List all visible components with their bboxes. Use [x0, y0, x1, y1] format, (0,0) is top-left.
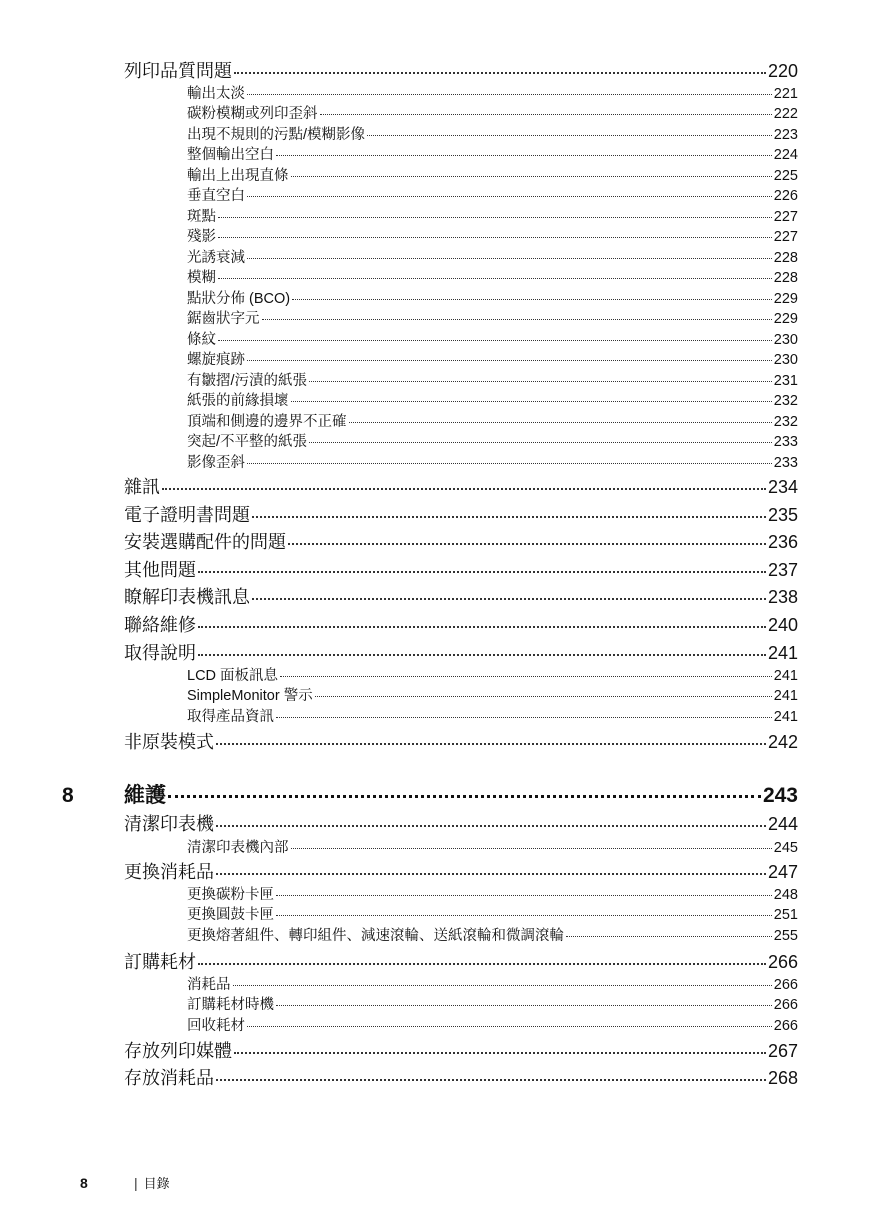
- toc-subsection-entry[interactable]: [187, 290, 798, 308]
- toc-entry-page-number: 251: [773, 907, 798, 923]
- dot-leader: [247, 463, 772, 464]
- toc-section-entry[interactable]: [124, 861, 798, 883]
- dot-leader: [262, 319, 772, 320]
- toc-entry-title: 模糊: [187, 270, 216, 286]
- toc-subsection-entry[interactable]: [187, 667, 798, 685]
- dot-leader: [276, 155, 772, 156]
- dot-leader: [247, 94, 772, 95]
- dot-leader: [252, 516, 766, 518]
- dot-leader: [218, 278, 772, 279]
- toc-section-entry[interactable]: [124, 642, 798, 664]
- toc-entry-page-number: 266: [773, 1018, 798, 1034]
- dot-leader: [247, 360, 772, 361]
- dot-leader: [218, 340, 772, 341]
- toc-entry-page-number: 244: [767, 814, 798, 834]
- toc-entry-title: 整個輸出空白: [187, 147, 274, 163]
- toc-entry-page-number: 230: [773, 332, 798, 348]
- toc-entry-page-number: 226: [773, 188, 798, 204]
- dot-leader: [252, 598, 766, 600]
- toc-entry-page-number: 223: [773, 127, 798, 143]
- toc-section-entry[interactable]: [124, 614, 798, 636]
- toc-subsection-entry[interactable]: [187, 187, 798, 205]
- toc-subsection-entry[interactable]: [187, 331, 798, 349]
- toc-entry-page-number: 229: [773, 291, 798, 307]
- toc-subsection-entry[interactable]: [187, 167, 798, 185]
- toc-entry-title: 瞭解印表機訊息: [124, 587, 250, 607]
- toc-entry-title: 條紋: [187, 332, 216, 348]
- dot-leader: [292, 299, 772, 300]
- dot-leader: [315, 696, 772, 697]
- dot-leader: [309, 381, 772, 382]
- toc-entry-title: 紙張的前緣損壞: [187, 393, 289, 409]
- toc-entry-title: 安裝選購配件的問題: [124, 532, 286, 552]
- toc-entry-title: 碳粉模糊或列印歪斜: [187, 106, 318, 122]
- dot-leader: [198, 626, 766, 628]
- toc-chapter-entry[interactable]: [124, 783, 798, 809]
- toc-entry-title: 更換熔著組件、轉印組件、減速滾輪、送紙滾輪和微調滾輪: [187, 928, 564, 944]
- dot-leader: [234, 72, 766, 74]
- toc-entry-page-number: 233: [773, 455, 798, 471]
- toc-entry-page-number: 228: [773, 270, 798, 286]
- toc-entry-title: 訂購耗材: [124, 952, 196, 972]
- toc-entry-title: 點狀分佈 (BCO): [187, 291, 291, 307]
- dot-leader: [162, 488, 766, 490]
- toc-section-entry[interactable]: [124, 531, 798, 553]
- dot-leader: [320, 114, 772, 115]
- toc-entry-page-number: 222: [773, 106, 798, 122]
- toc-subsection-entry[interactable]: [187, 454, 798, 472]
- toc-subsection-entry[interactable]: [187, 392, 798, 410]
- toc-section-entry[interactable]: [124, 813, 798, 835]
- toc-entry-title: 電子證明書問題: [124, 505, 250, 525]
- toc-subsection-entry[interactable]: [187, 1017, 798, 1035]
- toc-entry-title: 更換消耗品: [124, 862, 214, 882]
- toc-section-entry[interactable]: [124, 586, 798, 608]
- toc-entry-title: 雜訊: [124, 477, 160, 497]
- toc-entry-page-number: 233: [773, 434, 798, 450]
- footer-separator: |: [134, 1174, 138, 1191]
- dot-leader: [276, 895, 772, 896]
- toc-entry-title: 非原裝模式: [124, 732, 214, 752]
- toc-entry-title: 光誘衰減: [187, 250, 245, 266]
- toc-subsection-entry[interactable]: [187, 146, 798, 164]
- toc-entry-page-number: 227: [773, 209, 798, 225]
- toc-entry-page-number: 240: [767, 615, 798, 635]
- toc-entry-page-number: 255: [773, 928, 798, 944]
- toc-entry-title: 維護: [124, 784, 166, 807]
- toc-entry-page-number: 245: [773, 840, 798, 856]
- toc-subsection-entry[interactable]: [187, 269, 798, 287]
- dot-leader: [218, 237, 772, 238]
- dot-leader: [198, 571, 766, 573]
- toc-entry-title: 垂直空白: [187, 188, 245, 204]
- dot-leader: [291, 848, 772, 849]
- toc-subsection-entry[interactable]: [187, 208, 798, 226]
- toc-entry-title: 更換圓鼓卡匣: [187, 907, 274, 923]
- toc-subsection-entry[interactable]: [187, 228, 798, 246]
- toc-entry-title: 頂端和側邊的邊界不正確: [187, 414, 347, 430]
- toc-subsection-entry[interactable]: [187, 249, 798, 267]
- dot-leader: [233, 985, 772, 986]
- toc-entry-title: 消耗品: [187, 977, 231, 993]
- dot-leader: [168, 795, 761, 798]
- toc-entry-page-number: 234: [767, 477, 798, 497]
- toc-subsection-entry[interactable]: [187, 372, 798, 390]
- toc-entry-title: 殘影: [187, 229, 216, 245]
- dot-leader: [247, 196, 772, 197]
- toc-entry-title: SimpleMonitor 警示: [187, 688, 313, 704]
- toc-entry-page-number: 224: [773, 147, 798, 163]
- toc-entry-title: 有皺摺/污漬的紙張: [187, 373, 308, 389]
- toc-subsection-entry[interactable]: [187, 708, 798, 726]
- dot-leader: [566, 936, 772, 937]
- toc-entry-title: 回收耗材: [187, 1018, 245, 1034]
- toc-entry-page-number: 243: [762, 784, 798, 807]
- toc-entry-page-number: 237: [767, 560, 798, 580]
- toc-entry-title: 突起/不平整的紙張: [187, 434, 308, 450]
- toc-entry-title: 存放消耗品: [124, 1068, 214, 1088]
- toc-subsection-entry[interactable]: [187, 886, 798, 904]
- toc-section-entry[interactable]: [124, 1067, 798, 1089]
- toc-entry-page-number: 229: [773, 311, 798, 327]
- toc-subsection-entry[interactable]: [187, 351, 798, 369]
- dot-leader: [234, 1052, 766, 1054]
- toc-subsection-entry[interactable]: [187, 996, 798, 1014]
- dot-leader: [288, 543, 766, 545]
- toc-section-entry[interactable]: [124, 504, 798, 526]
- toc-entry-title: 列印品質問題: [124, 61, 232, 81]
- footer-section-label: 目錄: [143, 1176, 170, 1191]
- toc-entry-page-number: 247: [767, 862, 798, 882]
- dot-leader: [367, 135, 772, 136]
- toc-subsection-entry[interactable]: [187, 976, 798, 994]
- dot-leader: [291, 401, 772, 402]
- toc-entry-title: 出現不規則的污點/模糊影像: [187, 127, 366, 143]
- dot-leader: [280, 676, 772, 677]
- toc-entry-page-number: 266: [767, 952, 798, 972]
- toc-entry-page-number: 238: [767, 587, 798, 607]
- toc-section-entry[interactable]: [124, 476, 798, 498]
- toc-entry-page-number: 241: [773, 709, 798, 725]
- dot-leader: [216, 1079, 766, 1081]
- toc-entry-title: 取得說明: [124, 643, 196, 663]
- toc-entry-title: 輸出太淡: [187, 86, 245, 102]
- toc-section-entry[interactable]: [124, 60, 798, 82]
- dot-leader: [247, 258, 772, 259]
- toc-entry-page-number: 241: [773, 668, 798, 684]
- dot-leader: [198, 654, 766, 656]
- toc-section-entry[interactable]: [124, 731, 798, 753]
- page-footer: [80, 1173, 170, 1192]
- toc-entry-page-number: 267: [767, 1041, 798, 1061]
- toc-subsection-entry[interactable]: [187, 105, 798, 123]
- toc-entry-title: 取得產品資訊: [187, 709, 274, 725]
- toc-entry-page-number: 232: [773, 414, 798, 430]
- toc-entry-page-number: 241: [767, 643, 798, 663]
- toc-entry-page-number: 228: [773, 250, 798, 266]
- dot-leader: [218, 217, 772, 218]
- toc-entry-title: 其他問題: [124, 560, 196, 580]
- toc-entry-page-number: 241: [773, 688, 798, 704]
- toc-subsection-entry[interactable]: [187, 906, 798, 924]
- toc-section-entry[interactable]: [124, 951, 798, 973]
- toc-entry-page-number: 235: [767, 505, 798, 525]
- dot-leader: [291, 176, 772, 177]
- toc-entry-title: 清潔印表機: [124, 814, 214, 834]
- toc-entry-title: 訂購耗材時機: [187, 997, 274, 1013]
- toc-entry-title: 清潔印表機內部: [187, 840, 289, 856]
- dot-leader: [216, 825, 766, 827]
- toc-subsection-entry[interactable]: [187, 433, 798, 451]
- toc-entry-title: 鋸齒狀字元: [187, 311, 260, 327]
- toc-entry-page-number: 266: [773, 997, 798, 1013]
- toc-section-entry[interactable]: [124, 1040, 798, 1062]
- dot-leader: [349, 422, 772, 423]
- dot-leader: [276, 915, 772, 916]
- toc-entry-page-number: 221: [773, 86, 798, 102]
- toc-entry-page-number: 220: [767, 61, 798, 81]
- toc-entry-page-number: 248: [773, 887, 798, 903]
- dot-leader: [276, 1005, 772, 1006]
- toc-subsection-entry[interactable]: [187, 126, 798, 144]
- toc-subsection-entry[interactable]: [187, 839, 798, 857]
- dot-leader: [309, 442, 772, 443]
- toc-subsection-entry[interactable]: [187, 687, 798, 705]
- toc-entry-title: 螺旋痕跡: [187, 352, 245, 368]
- toc-subsection-entry[interactable]: [187, 85, 798, 103]
- toc-entry-page-number: 230: [773, 352, 798, 368]
- dot-leader: [216, 873, 766, 875]
- dot-leader: [247, 1026, 772, 1027]
- toc-entry-page-number: 232: [773, 393, 798, 409]
- toc-entry-title: LCD 面板訊息: [187, 668, 279, 684]
- toc-subsection-entry[interactable]: [187, 310, 798, 328]
- footer-page-number: 8: [80, 1174, 88, 1191]
- toc-entry-page-number: 268: [767, 1068, 798, 1088]
- toc-subsection-entry[interactable]: [187, 927, 798, 945]
- toc-entry-page-number: 266: [773, 977, 798, 993]
- toc-section-entry[interactable]: [124, 559, 798, 581]
- toc-entry-page-number: 231: [773, 373, 798, 389]
- toc-entry-page-number: 242: [767, 732, 798, 752]
- toc-entry-page-number: 225: [773, 168, 798, 184]
- toc-entry-title: 存放列印媒體: [124, 1041, 232, 1061]
- toc-entry-title: 影像歪斜: [187, 455, 245, 471]
- dot-leader: [216, 743, 766, 745]
- toc-entry-title: 更換碳粉卡匣: [187, 887, 274, 903]
- toc-chapter-number: 8: [62, 784, 74, 807]
- toc-entry-title: 聯絡維修: [124, 615, 196, 635]
- toc-entry-page-number: 227: [773, 229, 798, 245]
- toc-entry-title: 輸出上出現直條: [187, 168, 289, 184]
- toc-entry-title: 斑點: [187, 209, 216, 225]
- toc-entry-page-number: 236: [767, 532, 798, 552]
- toc-subsection-entry[interactable]: [187, 413, 798, 431]
- dot-leader: [276, 717, 772, 718]
- dot-leader: [198, 963, 766, 965]
